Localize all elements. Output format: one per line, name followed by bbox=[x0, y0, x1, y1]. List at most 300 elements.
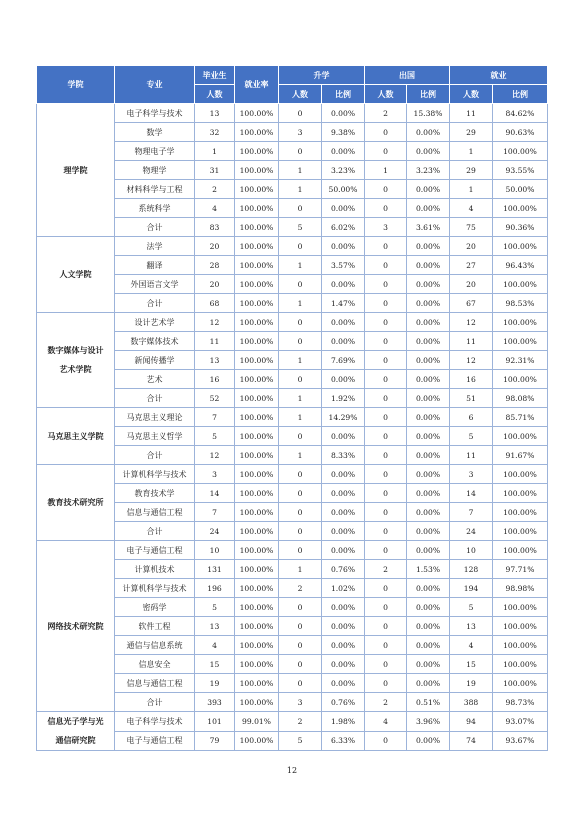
employed-count-cell: 128 bbox=[450, 560, 493, 579]
graduates-cell: 32 bbox=[195, 123, 235, 142]
abroad-count-cell: 0 bbox=[365, 180, 407, 199]
employment-rate-cell: 100.00% bbox=[235, 693, 279, 712]
abroad-ratio-cell: 0.00% bbox=[407, 427, 450, 446]
graduates-cell: 5 bbox=[195, 598, 235, 617]
abroad-count-cell: 0 bbox=[365, 294, 407, 313]
employed-ratio-cell: 100.00% bbox=[493, 503, 548, 522]
further-ratio-cell: 1.98% bbox=[322, 712, 365, 732]
abroad-count-cell: 0 bbox=[365, 674, 407, 693]
graduates-cell: 20 bbox=[195, 237, 235, 256]
further-count-cell: 0 bbox=[279, 104, 322, 123]
graduates-cell: 14 bbox=[195, 484, 235, 503]
abroad-count-cell: 0 bbox=[365, 237, 407, 256]
graduates-cell: 1 bbox=[195, 142, 235, 161]
abroad-count-cell: 0 bbox=[365, 484, 407, 503]
graduates-cell: 68 bbox=[195, 294, 235, 313]
abroad-count-cell: 0 bbox=[365, 370, 407, 389]
major-cell: 电子科学与技术 bbox=[115, 712, 195, 732]
further-ratio-cell: 0.00% bbox=[322, 104, 365, 123]
abroad-count-cell: 0 bbox=[365, 408, 407, 427]
further-count-cell: 0 bbox=[279, 313, 322, 332]
further-ratio-cell: 9.38% bbox=[322, 123, 365, 142]
further-count-cell: 1 bbox=[279, 161, 322, 180]
employment-rate-cell: 100.00% bbox=[235, 104, 279, 123]
abroad-ratio-cell: 0.00% bbox=[407, 674, 450, 693]
abroad-ratio-cell: 0.00% bbox=[407, 370, 450, 389]
employed-ratio-cell: 100.00% bbox=[493, 541, 548, 560]
abroad-count-cell: 0 bbox=[365, 598, 407, 617]
abroad-ratio-cell: 0.00% bbox=[407, 256, 450, 275]
further-count-cell: 0 bbox=[279, 598, 322, 617]
employment-rate-cell: 100.00% bbox=[235, 180, 279, 199]
major-cell: 信息与通信工程 bbox=[115, 674, 195, 693]
further-ratio-cell: 6.33% bbox=[322, 731, 365, 751]
major-cell: 系统科学 bbox=[115, 199, 195, 218]
further-count-cell: 0 bbox=[279, 465, 322, 484]
major-cell: 数学 bbox=[115, 123, 195, 142]
further-count-cell: 1 bbox=[279, 180, 322, 199]
employed-count-cell: 1 bbox=[450, 142, 493, 161]
further-count-cell: 2 bbox=[279, 579, 322, 598]
abroad-ratio-cell: 15.38% bbox=[407, 104, 450, 123]
major-cell: 合计 bbox=[115, 294, 195, 313]
header-abroad: 出国 bbox=[365, 66, 450, 85]
further-ratio-cell: 0.00% bbox=[322, 237, 365, 256]
further-count-cell: 0 bbox=[279, 142, 322, 161]
table-row bbox=[37, 237, 548, 256]
further-count-cell: 1 bbox=[279, 256, 322, 275]
table-row bbox=[37, 408, 548, 427]
further-ratio-cell: 3.23% bbox=[322, 161, 365, 180]
graduates-cell: 15 bbox=[195, 655, 235, 674]
further-ratio-cell: 0.00% bbox=[322, 275, 365, 294]
employment-rate-cell: 100.00% bbox=[235, 503, 279, 522]
employed-ratio-cell: 100.00% bbox=[493, 617, 548, 636]
employment-rate-cell: 100.00% bbox=[235, 313, 279, 332]
employment-rate-cell: 100.00% bbox=[235, 161, 279, 180]
further-count-cell: 3 bbox=[279, 123, 322, 142]
abroad-count-cell: 2 bbox=[365, 560, 407, 579]
table-row bbox=[37, 465, 548, 484]
major-cell: 物理电子学 bbox=[115, 142, 195, 161]
college-name bbox=[37, 408, 115, 465]
further-ratio-cell: 0.00% bbox=[322, 655, 365, 674]
employment-rate-cell: 100.00% bbox=[235, 465, 279, 484]
abroad-ratio-cell: 3.96% bbox=[407, 712, 450, 732]
abroad-ratio-cell: 0.00% bbox=[407, 142, 450, 161]
graduates-cell: 13 bbox=[195, 104, 235, 123]
graduates-cell: 10 bbox=[195, 541, 235, 560]
abroad-count-cell: 0 bbox=[365, 313, 407, 332]
further-count-cell: 3 bbox=[279, 693, 322, 712]
employment-rate-cell: 100.00% bbox=[235, 560, 279, 579]
employed-ratio-cell: 100.00% bbox=[493, 484, 548, 503]
abroad-ratio-cell: 0.00% bbox=[407, 294, 450, 313]
abroad-ratio-cell: 0.00% bbox=[407, 579, 450, 598]
employment-rate-cell: 100.00% bbox=[235, 617, 279, 636]
employed-ratio-cell: 98.98% bbox=[493, 579, 548, 598]
further-count-cell: 0 bbox=[279, 503, 322, 522]
abroad-ratio-cell: 0.51% bbox=[407, 693, 450, 712]
graduates-cell: 393 bbox=[195, 693, 235, 712]
major-cell: 合计 bbox=[115, 522, 195, 541]
employment-rate-cell: 100.00% bbox=[235, 541, 279, 560]
employed-count-cell: 194 bbox=[450, 579, 493, 598]
college-name bbox=[37, 237, 115, 313]
abroad-count-cell: 0 bbox=[365, 446, 407, 465]
college-name-line: 信息光子学与光 bbox=[47, 717, 104, 726]
further-ratio-cell: 0.00% bbox=[322, 313, 365, 332]
college-name-line: 数字媒体与设计 bbox=[47, 346, 104, 355]
abroad-count-cell: 0 bbox=[365, 275, 407, 294]
employed-count-cell: 3 bbox=[450, 465, 493, 484]
employed-ratio-cell: 100.00% bbox=[493, 142, 548, 161]
major-cell: 外国语言文学 bbox=[115, 275, 195, 294]
employed-count-cell: 67 bbox=[450, 294, 493, 313]
abroad-ratio-cell: 0.00% bbox=[407, 636, 450, 655]
major-cell: 法学 bbox=[115, 237, 195, 256]
further-ratio-cell: 0.00% bbox=[322, 617, 365, 636]
further-count-cell: 0 bbox=[279, 237, 322, 256]
employed-count-cell: 5 bbox=[450, 598, 493, 617]
major-cell: 新闻传播学 bbox=[115, 351, 195, 370]
employed-count-cell: 12 bbox=[450, 351, 493, 370]
further-ratio-cell: 0.00% bbox=[322, 332, 365, 351]
abroad-ratio-cell: 0.00% bbox=[407, 598, 450, 617]
employed-count-cell: 4 bbox=[450, 199, 493, 218]
employment-rate-cell: 99.01% bbox=[235, 712, 279, 732]
abroad-ratio-cell: 0.00% bbox=[407, 389, 450, 408]
further-count-cell: 0 bbox=[279, 484, 322, 503]
employed-ratio-cell: 100.00% bbox=[493, 636, 548, 655]
further-ratio-cell: 0.00% bbox=[322, 636, 365, 655]
major-cell: 计算机科学与技术 bbox=[115, 465, 195, 484]
header-graduates: 毕业生 bbox=[195, 66, 235, 85]
major-cell: 数字媒体技术 bbox=[115, 332, 195, 351]
employed-count-cell: 27 bbox=[450, 256, 493, 275]
abroad-count-cell: 0 bbox=[365, 332, 407, 351]
employed-count-cell: 29 bbox=[450, 161, 493, 180]
employment-rate-cell: 100.00% bbox=[235, 389, 279, 408]
abroad-ratio-cell: 0.00% bbox=[407, 332, 450, 351]
major-cell: 计算机技术 bbox=[115, 560, 195, 579]
employed-count-cell: 7 bbox=[450, 503, 493, 522]
abroad-ratio-cell: 1.53% bbox=[407, 560, 450, 579]
employed-ratio-cell: 100.00% bbox=[493, 427, 548, 446]
abroad-count-cell: 0 bbox=[365, 123, 407, 142]
major-cell: 合计 bbox=[115, 446, 195, 465]
employment-rate-cell: 100.00% bbox=[235, 218, 279, 237]
abroad-count-cell: 2 bbox=[365, 104, 407, 123]
college-name bbox=[37, 104, 115, 237]
abroad-count-cell: 0 bbox=[365, 256, 407, 275]
employment-rate-cell: 100.00% bbox=[235, 636, 279, 655]
further-count-cell: 1 bbox=[279, 408, 322, 427]
major-cell: 马克思主义哲学 bbox=[115, 427, 195, 446]
table-row bbox=[37, 712, 548, 732]
further-count-cell: 0 bbox=[279, 370, 322, 389]
major-cell: 电子科学与技术 bbox=[115, 104, 195, 123]
further-ratio-cell: 0.76% bbox=[322, 560, 365, 579]
abroad-count-cell: 1 bbox=[365, 161, 407, 180]
further-count-cell: 1 bbox=[279, 446, 322, 465]
abroad-count-cell: 0 bbox=[365, 541, 407, 560]
employment-rate-cell: 100.00% bbox=[235, 275, 279, 294]
graduates-cell: 79 bbox=[195, 731, 235, 751]
further-count-cell: 0 bbox=[279, 522, 322, 541]
college-name-line: 马克思主义学院 bbox=[47, 431, 104, 441]
college-name-line: 通信研究院 bbox=[55, 736, 96, 745]
graduates-cell: 13 bbox=[195, 351, 235, 370]
major-cell: 合计 bbox=[115, 218, 195, 237]
further-count-cell: 1 bbox=[279, 294, 322, 313]
abroad-count-cell: 0 bbox=[365, 199, 407, 218]
employed-ratio-cell: 100.00% bbox=[493, 465, 548, 484]
employed-count-cell: 11 bbox=[450, 332, 493, 351]
abroad-ratio-cell: 0.00% bbox=[407, 180, 450, 199]
employment-rate-cell: 100.00% bbox=[235, 484, 279, 503]
header-further-study: 升学 bbox=[279, 66, 365, 85]
employed-count-cell: 4 bbox=[450, 636, 493, 655]
page-number: 12 bbox=[286, 766, 298, 775]
employed-count-cell: 388 bbox=[450, 693, 493, 712]
abroad-count-cell: 0 bbox=[365, 579, 407, 598]
abroad-ratio-cell: 0.00% bbox=[407, 484, 450, 503]
employment-table bbox=[36, 65, 548, 751]
header-employed-ratio: 比例 bbox=[493, 85, 548, 104]
further-ratio-cell: 0.00% bbox=[322, 465, 365, 484]
abroad-count-cell: 0 bbox=[365, 731, 407, 751]
further-count-cell: 0 bbox=[279, 541, 322, 560]
table-body bbox=[37, 104, 548, 751]
employed-ratio-cell: 50.00% bbox=[493, 180, 548, 199]
abroad-ratio-cell: 0.00% bbox=[407, 199, 450, 218]
abroad-ratio-cell: 0.00% bbox=[407, 237, 450, 256]
further-count-cell: 1 bbox=[279, 351, 322, 370]
graduates-cell: 7 bbox=[195, 408, 235, 427]
abroad-ratio-cell: 0.00% bbox=[407, 351, 450, 370]
employment-rate-cell: 100.00% bbox=[235, 351, 279, 370]
further-ratio-cell: 0.00% bbox=[322, 674, 365, 693]
graduates-cell: 11 bbox=[195, 332, 235, 351]
further-ratio-cell: 1.02% bbox=[322, 579, 365, 598]
further-count-cell: 1 bbox=[279, 560, 322, 579]
employment-rate-cell: 100.00% bbox=[235, 579, 279, 598]
header-employed: 就业 bbox=[450, 66, 548, 85]
major-cell: 密码学 bbox=[115, 598, 195, 617]
header-college: 学院 bbox=[37, 66, 115, 104]
employed-ratio-cell: 100.00% bbox=[493, 332, 548, 351]
employment-rate-cell: 100.00% bbox=[235, 294, 279, 313]
employed-ratio-cell: 100.00% bbox=[493, 199, 548, 218]
further-count-cell: 0 bbox=[279, 655, 322, 674]
employed-ratio-cell: 96.43% bbox=[493, 256, 548, 275]
further-ratio-cell: 1.92% bbox=[322, 389, 365, 408]
further-count-cell: 0 bbox=[279, 332, 322, 351]
employed-count-cell: 10 bbox=[450, 541, 493, 560]
major-cell: 信息与通信工程 bbox=[115, 503, 195, 522]
employed-count-cell: 6 bbox=[450, 408, 493, 427]
graduates-cell: 3 bbox=[195, 465, 235, 484]
graduates-cell: 2 bbox=[195, 180, 235, 199]
further-ratio-cell: 0.00% bbox=[322, 503, 365, 522]
further-count-cell: 5 bbox=[279, 218, 322, 237]
employment-rate-cell: 100.00% bbox=[235, 256, 279, 275]
major-cell: 设计艺术学 bbox=[115, 313, 195, 332]
employed-ratio-cell: 93.55% bbox=[493, 161, 548, 180]
employment-rate-cell: 100.00% bbox=[235, 655, 279, 674]
abroad-count-cell: 0 bbox=[365, 503, 407, 522]
employed-ratio-cell: 100.00% bbox=[493, 237, 548, 256]
further-ratio-cell: 0.00% bbox=[322, 142, 365, 161]
abroad-ratio-cell: 0.00% bbox=[407, 313, 450, 332]
major-cell: 计算机科学与技术 bbox=[115, 579, 195, 598]
employed-ratio-cell: 90.63% bbox=[493, 123, 548, 142]
graduates-cell: 28 bbox=[195, 256, 235, 275]
further-ratio-cell: 50.00% bbox=[322, 180, 365, 199]
abroad-count-cell: 4 bbox=[365, 712, 407, 732]
college-name bbox=[37, 712, 115, 751]
employment-rate-cell: 100.00% bbox=[235, 522, 279, 541]
further-ratio-cell: 8.33% bbox=[322, 446, 365, 465]
header-abroad-ratio: 比例 bbox=[407, 85, 450, 104]
header-employed-count: 人数 bbox=[450, 85, 493, 104]
employment-rate-cell: 100.00% bbox=[235, 142, 279, 161]
employed-count-cell: 11 bbox=[450, 104, 493, 123]
abroad-ratio-cell: 0.00% bbox=[407, 522, 450, 541]
abroad-count-cell: 0 bbox=[365, 142, 407, 161]
employed-count-cell: 5 bbox=[450, 427, 493, 446]
header-further-ratio: 比例 bbox=[322, 85, 365, 104]
employment-rate-cell: 100.00% bbox=[235, 598, 279, 617]
employed-ratio-cell: 91.67% bbox=[493, 446, 548, 465]
major-cell: 教育技术学 bbox=[115, 484, 195, 503]
major-cell: 艺术 bbox=[115, 370, 195, 389]
table-row bbox=[37, 541, 548, 560]
major-cell: 电子与通信工程 bbox=[115, 541, 195, 560]
employment-rate-cell: 100.00% bbox=[235, 237, 279, 256]
major-cell: 软件工程 bbox=[115, 617, 195, 636]
employed-count-cell: 16 bbox=[450, 370, 493, 389]
employed-count-cell: 11 bbox=[450, 446, 493, 465]
employed-ratio-cell: 92.31% bbox=[493, 351, 548, 370]
employed-ratio-cell: 93.07% bbox=[493, 712, 548, 732]
employed-ratio-cell: 84.62% bbox=[493, 104, 548, 123]
employed-ratio-cell: 100.00% bbox=[493, 655, 548, 674]
employed-ratio-cell: 93.67% bbox=[493, 731, 548, 751]
employed-ratio-cell: 100.00% bbox=[493, 598, 548, 617]
further-ratio-cell: 0.00% bbox=[322, 522, 365, 541]
college-name-line: 理学院 bbox=[63, 165, 88, 175]
employed-count-cell: 20 bbox=[450, 237, 493, 256]
graduates-cell: 20 bbox=[195, 275, 235, 294]
further-count-cell: 0 bbox=[279, 674, 322, 693]
abroad-ratio-cell: 0.00% bbox=[407, 123, 450, 142]
major-cell: 合计 bbox=[115, 389, 195, 408]
abroad-count-cell: 3 bbox=[365, 218, 407, 237]
abroad-count-cell: 0 bbox=[365, 617, 407, 636]
graduates-cell: 196 bbox=[195, 579, 235, 598]
graduates-cell: 19 bbox=[195, 674, 235, 693]
abroad-ratio-cell: 0.00% bbox=[407, 617, 450, 636]
employment-rate-cell: 100.00% bbox=[235, 370, 279, 389]
table-row bbox=[37, 313, 548, 332]
header-major: 专业 bbox=[115, 66, 195, 104]
abroad-ratio-cell: 0.00% bbox=[407, 408, 450, 427]
abroad-count-cell: 0 bbox=[365, 636, 407, 655]
further-ratio-cell: 0.00% bbox=[322, 598, 365, 617]
major-cell: 马克思主义理论 bbox=[115, 408, 195, 427]
abroad-ratio-cell: 0.00% bbox=[407, 275, 450, 294]
college-name-line: 人文学院 bbox=[59, 270, 92, 279]
major-cell: 电子与通信工程 bbox=[115, 731, 195, 751]
employed-count-cell: 29 bbox=[450, 123, 493, 142]
employed-ratio-cell: 100.00% bbox=[493, 370, 548, 389]
graduates-cell: 101 bbox=[195, 712, 235, 732]
table-row bbox=[37, 104, 548, 123]
abroad-ratio-cell: 0.00% bbox=[407, 655, 450, 674]
employed-ratio-cell: 90.36% bbox=[493, 218, 548, 237]
header-employment-rate: 就业率 bbox=[235, 66, 279, 104]
employed-count-cell: 13 bbox=[450, 617, 493, 636]
employed-ratio-cell: 100.00% bbox=[493, 275, 548, 294]
employed-ratio-cell: 98.53% bbox=[493, 294, 548, 313]
further-count-cell: 0 bbox=[279, 199, 322, 218]
further-ratio-cell: 0.00% bbox=[322, 427, 365, 446]
major-cell: 物理学 bbox=[115, 161, 195, 180]
abroad-count-cell: 0 bbox=[365, 389, 407, 408]
abroad-ratio-cell: 3.61% bbox=[407, 218, 450, 237]
college-name-line: 艺术学院 bbox=[59, 365, 92, 374]
employment-rate-cell: 100.00% bbox=[235, 446, 279, 465]
header-graduates-count: 人数 bbox=[195, 85, 235, 104]
graduates-cell: 16 bbox=[195, 370, 235, 389]
graduates-cell: 7 bbox=[195, 503, 235, 522]
employed-count-cell: 51 bbox=[450, 389, 493, 408]
employed-count-cell: 14 bbox=[450, 484, 493, 503]
graduates-cell: 24 bbox=[195, 522, 235, 541]
abroad-count-cell: 2 bbox=[365, 693, 407, 712]
further-ratio-cell: 0.00% bbox=[322, 541, 365, 560]
further-ratio-cell: 0.00% bbox=[322, 199, 365, 218]
further-count-cell: 5 bbox=[279, 731, 322, 751]
major-cell: 信息安全 bbox=[115, 655, 195, 674]
further-ratio-cell: 7.69% bbox=[322, 351, 365, 370]
header-abroad-count: 人数 bbox=[365, 85, 407, 104]
college-name bbox=[37, 313, 115, 408]
graduates-cell: 5 bbox=[195, 427, 235, 446]
employed-count-cell: 15 bbox=[450, 655, 493, 674]
further-count-cell: 0 bbox=[279, 617, 322, 636]
graduates-cell: 12 bbox=[195, 313, 235, 332]
employment-rate-cell: 100.00% bbox=[235, 123, 279, 142]
abroad-count-cell: 0 bbox=[365, 655, 407, 674]
graduates-cell: 83 bbox=[195, 218, 235, 237]
graduates-cell: 13 bbox=[195, 617, 235, 636]
employed-count-cell: 75 bbox=[450, 218, 493, 237]
further-ratio-cell: 14.29% bbox=[322, 408, 365, 427]
college-name bbox=[37, 465, 115, 541]
further-count-cell: 0 bbox=[279, 636, 322, 655]
abroad-ratio-cell: 0.00% bbox=[407, 465, 450, 484]
employment-rate-cell: 100.00% bbox=[235, 427, 279, 446]
abroad-ratio-cell: 0.00% bbox=[407, 503, 450, 522]
employment-rate-cell: 100.00% bbox=[235, 731, 279, 751]
college-name-line: 教育技术研究所 bbox=[47, 498, 104, 507]
major-cell: 材料科学与工程 bbox=[115, 180, 195, 199]
abroad-ratio-cell: 0.00% bbox=[407, 541, 450, 560]
further-count-cell: 0 bbox=[279, 427, 322, 446]
